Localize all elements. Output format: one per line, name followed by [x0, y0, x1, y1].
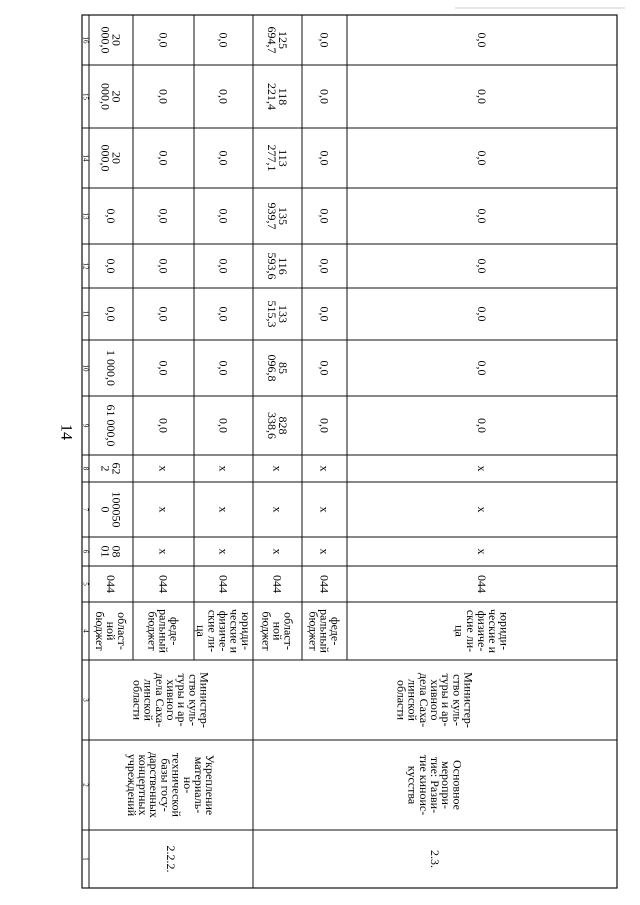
funding-source-line: ские ли- [463, 609, 478, 653]
code-csr [475, 507, 489, 513]
amount-cell-line: 85 [276, 362, 291, 374]
activity-name-line: тие: Разви- [428, 756, 442, 814]
column-number [82, 857, 90, 861]
amount-cell-line: 000,0 [98, 144, 113, 172]
code-vr [318, 466, 332, 472]
column-number [82, 93, 90, 101]
code-rz-pr [98, 546, 123, 558]
activity-name-line: материаль- [192, 756, 206, 814]
code-rz-pr [475, 549, 489, 555]
code-csr-line: x [475, 506, 489, 513]
amount-cell-line: 0,0 [216, 208, 231, 224]
amount-cell-line: 133 [276, 305, 291, 323]
funding-source [194, 609, 253, 654]
activity-name-line: меропри- [439, 761, 454, 809]
executor-line: области [394, 679, 409, 721]
code-vr [98, 463, 123, 475]
amount-cell [265, 253, 290, 280]
funding-source [93, 611, 129, 651]
funding-source-line: ной [270, 621, 285, 641]
column-number-line: 9 [81, 423, 90, 428]
code-rz-pr-line: 01 [98, 545, 113, 558]
code-rz-pr [318, 549, 332, 555]
amount-cell-line: 000,0 [98, 26, 113, 54]
funding-source [259, 611, 295, 651]
column-number-line: 11 [81, 310, 90, 318]
amount-cell [318, 307, 332, 322]
code-vr-line: x [270, 465, 285, 472]
code-vr-line: x [216, 465, 231, 472]
funding-source-line: ческие и [227, 609, 242, 653]
amount-cell [217, 209, 231, 224]
amount-cell-line: 0,0 [475, 258, 489, 274]
code-grbs-line: 044 [104, 575, 118, 593]
amount-cell-line: 0,0 [317, 150, 332, 166]
executor-line: хивного [164, 679, 178, 721]
amount-cell [104, 405, 118, 447]
column-number-line: 1 [81, 857, 90, 861]
amount-cell-line: 118 [276, 87, 291, 106]
funding-source [145, 609, 181, 653]
funding-source-line: физиче- [475, 610, 489, 652]
column-number-line: 5 [81, 582, 90, 586]
code-grbs [217, 575, 231, 593]
amount-cell [157, 33, 171, 48]
amount-cell-line: 0,0 [216, 89, 231, 104]
code-rz-pr-line: 08 [109, 545, 124, 558]
executor-line: туры и ар- [175, 673, 190, 727]
code-grbs [157, 575, 171, 593]
amount-cell [104, 350, 118, 386]
code-rz-pr [271, 549, 285, 555]
code-grbs-line: 044 [156, 575, 171, 593]
column-number-line: 16 [81, 36, 90, 44]
executor-line: дела Саха- [152, 672, 167, 728]
amount-cell-line: 0,0 [156, 150, 171, 166]
code-vr-line: x [156, 465, 171, 472]
executor-line: ство куль- [186, 674, 201, 726]
column-number [82, 365, 90, 373]
amount-cell-line: 0,0 [216, 360, 231, 376]
column-number-line: 2 [81, 783, 90, 787]
code-rz-pr [157, 549, 171, 555]
funding-source-line: ральный [156, 609, 171, 653]
column-number [82, 508, 90, 512]
amount-cell-line: 0,0 [216, 258, 231, 274]
amount-cell [318, 361, 332, 376]
amount-cell-line: 61 000,0 [104, 404, 118, 447]
executor [130, 672, 211, 728]
amount-cell-line: 0,0 [475, 208, 489, 224]
column-number [82, 698, 90, 702]
code-csr [271, 507, 285, 513]
amount-cell-line: 221,4 [264, 83, 279, 110]
amount-cell-line: 694,7 [264, 26, 279, 54]
amount-cell [157, 259, 171, 274]
code-csr-line: 0 [98, 506, 113, 513]
code-grbs [475, 575, 489, 593]
amount-cell [265, 301, 290, 328]
amount-cell [217, 307, 231, 322]
code-vr-line: 62 [109, 462, 124, 475]
code-csr-line: x [216, 506, 231, 513]
amount-cell [217, 33, 231, 48]
code-grbs [271, 575, 285, 593]
amount-cell-line: 0,0 [156, 306, 171, 322]
amount-cell-line: 0,0 [216, 306, 231, 322]
amount-cell-line: 338,6 [264, 412, 279, 439]
code-csr [217, 507, 231, 513]
code-grbs-line: 044 [216, 575, 231, 593]
column-number-line: 12 [81, 262, 90, 270]
amount-cell [318, 259, 332, 274]
amount-cell-line: 1 000,0 [104, 350, 118, 386]
activity-name [125, 752, 217, 818]
executor-line: линской [405, 679, 420, 721]
funding-source-line: ральный [317, 609, 332, 653]
amount-cell [475, 307, 489, 322]
funding-source-line: ца [452, 625, 467, 637]
amount-cell [475, 89, 489, 104]
amount-cell-line: 0,0 [216, 150, 231, 166]
column-number-line: 6 [81, 549, 90, 554]
code-csr-line: 100050 [109, 491, 124, 528]
code-csr-line: x [270, 506, 285, 513]
code-grbs [104, 575, 118, 593]
column-number [82, 155, 90, 163]
column-number-line: 4 [81, 629, 90, 633]
amount-cell [217, 89, 231, 104]
amount-cell-line: 0,0 [317, 208, 332, 224]
amount-cell [157, 361, 171, 376]
code-rz-pr-line: x [216, 548, 231, 555]
code-grbs-line: 044 [270, 575, 285, 593]
amount-cell-line: 0,0 [104, 258, 118, 274]
column-number [82, 629, 90, 633]
amount-cell-line: 0,0 [317, 89, 332, 104]
amount-cell-line: 0,0 [156, 32, 171, 48]
funding-source-line: бюджет [92, 611, 107, 651]
executor-line: Министер- [197, 672, 212, 728]
amount-cell [98, 145, 123, 172]
funding-source-line: бюджет [306, 611, 321, 651]
amount-cell-line: 0,0 [104, 208, 118, 224]
activity-name-line: кусства [405, 765, 420, 805]
column-number [82, 37, 90, 45]
funding-source-line: ские ли- [205, 609, 220, 653]
amount-cell-line: 828 [276, 416, 291, 435]
column-number [82, 467, 90, 471]
amount-cell [318, 418, 332, 433]
column-number-line: 13 [81, 212, 90, 220]
code-vr [217, 466, 231, 472]
amount-cell-line: 939,7 [264, 202, 279, 230]
amount-cell-line: 116 [276, 257, 291, 275]
amount-cell [157, 151, 171, 166]
amount-cell-line: 277,1 [264, 144, 279, 172]
executor-line: Министер- [461, 672, 476, 728]
amount-cell [265, 27, 290, 54]
amount-cell-line: 593,6 [264, 252, 279, 280]
funding-source-line: област- [115, 612, 130, 650]
funding-source-line: бюджет [145, 611, 160, 651]
funding-source-line: юриди- [497, 612, 512, 650]
amount-cell [104, 307, 118, 322]
activity-name-line: тие киноис- [416, 754, 431, 816]
funding-source [453, 609, 512, 654]
code-vr-line: x [317, 465, 332, 472]
executor-line: дела Саха- [416, 672, 431, 728]
activity-name-line: концертных [136, 754, 150, 816]
budget-table [82, 15, 618, 888]
amount-cell-line: 0,0 [216, 418, 231, 433]
activity-name-line: технической [169, 753, 184, 817]
code-csr [98, 492, 123, 528]
column-number-line: 10 [81, 364, 90, 372]
executor-line: линской [141, 679, 156, 721]
amount-cell [265, 145, 290, 172]
amount-cell-line: 0,0 [475, 418, 489, 433]
activity-number-line: 2.3. [428, 850, 442, 868]
amount-cell [217, 361, 231, 376]
activity-number [164, 846, 178, 873]
activity-number [428, 850, 442, 868]
column-number [82, 582, 90, 586]
amount-cell [265, 203, 290, 230]
code-vr-line: x [475, 465, 489, 472]
column-number [82, 550, 90, 554]
executor [394, 672, 475, 728]
funding-source-line: юриди- [238, 612, 253, 650]
amount-cell [104, 209, 118, 224]
amount-cell [157, 209, 171, 224]
code-grbs [318, 575, 332, 593]
amount-cell [98, 27, 123, 54]
column-number [82, 311, 90, 318]
amount-cell [318, 89, 332, 104]
activity-name-line: Основное [450, 760, 465, 810]
amount-cell-line: 515,3 [264, 300, 279, 328]
column-number [82, 424, 90, 428]
amount-cell [475, 361, 489, 376]
amount-cell-line: 0,0 [317, 32, 332, 48]
amount-cell-line: 113 [276, 149, 291, 167]
funding-source-line: феде- [328, 616, 343, 646]
amount-cell-line: 0,0 [216, 32, 231, 48]
amount-cell-line: 000,0 [98, 83, 113, 110]
amount-cell [217, 151, 231, 166]
amount-cell [217, 259, 231, 274]
funding-source-line: феде- [167, 616, 182, 646]
code-grbs-line: 044 [475, 575, 489, 593]
amount-cell-line: 0,0 [317, 418, 332, 433]
amount-cell-line: 0,0 [475, 360, 489, 376]
amount-cell-line: 20 [109, 152, 124, 164]
amount-cell-line: 0,0 [104, 306, 118, 322]
code-rz-pr-line: x [270, 548, 285, 555]
amount-cell-line: 0,0 [317, 360, 332, 376]
column-number-line: 7 [81, 507, 90, 512]
amount-cell-line: 20 [109, 90, 124, 103]
amount-cell-line: 0,0 [317, 306, 332, 322]
funding-source-line: бюджет [259, 611, 274, 651]
amount-cell [157, 307, 171, 322]
table-border [82, 15, 617, 888]
amount-cell [318, 33, 332, 48]
code-csr [318, 507, 332, 513]
amount-cell-line: 0,0 [156, 208, 171, 224]
amount-cell-line: 0,0 [317, 258, 332, 274]
page-number: 14 [57, 424, 75, 440]
code-vr [157, 466, 171, 472]
amount-cell [475, 259, 489, 274]
activity-name-line: но- [180, 776, 195, 794]
code-vr-line: 2 [98, 465, 113, 472]
amount-cell-line: 135 [276, 207, 291, 225]
code-vr [271, 466, 285, 472]
activity-name-line: базы госу- [158, 758, 173, 812]
amount-cell [318, 209, 332, 224]
funding-source-line: ческие и [486, 609, 501, 653]
code-rz-pr-line: x [475, 548, 489, 555]
code-csr-line: x [317, 506, 332, 513]
activity-name [406, 755, 465, 815]
amount-cell [265, 412, 290, 439]
amount-cell-line: 0,0 [156, 258, 171, 274]
amount-cell-line: 0,0 [156, 89, 171, 104]
amount-cell [104, 259, 118, 274]
funding-source-line: физиче- [216, 610, 231, 652]
funding-source-line: ца [194, 625, 209, 637]
amount-cell [475, 33, 489, 48]
amount-cell-line: 0,0 [475, 150, 489, 166]
code-rz-pr-line: x [156, 548, 171, 555]
executor-line: ство куль- [450, 674, 465, 726]
activity-name-line: Укрепление [203, 754, 218, 816]
activity-name-line: дарственных [147, 752, 162, 818]
amount-cell-line: 096,8 [264, 354, 279, 382]
code-grbs-line: 044 [317, 575, 332, 593]
column-number-line: 15 [81, 93, 90, 100]
code-rz-pr-line: x [317, 548, 332, 555]
amount-cell-line: 125 [276, 31, 291, 49]
funding-source [306, 609, 342, 653]
code-rz-pr [217, 549, 231, 555]
executor-line: хивного [428, 679, 442, 721]
amount-cell [157, 418, 171, 433]
code-csr-line: x [156, 506, 171, 513]
amount-cell [318, 151, 332, 166]
amount-cell [475, 209, 489, 224]
amount-cell [475, 151, 489, 166]
amount-cell [217, 418, 231, 433]
amount-cell [98, 83, 123, 110]
amount-cell-line: 0,0 [475, 89, 489, 104]
activity-number-line: 2.2.2. [164, 845, 178, 873]
column-number-line: 3 [81, 698, 90, 702]
amount-cell [265, 83, 290, 110]
amount-cell-line: 0,0 [475, 32, 489, 48]
column-number [82, 263, 90, 271]
funding-source-line: ной [104, 621, 118, 641]
amount-cell-line: 0,0 [475, 306, 489, 322]
amount-cell [475, 418, 489, 433]
amount-cell-line: 0,0 [156, 360, 171, 376]
amount-cell-line: 20 [109, 34, 124, 46]
code-vr [475, 466, 489, 472]
amount-cell [265, 355, 290, 382]
executor-line: туры и ар- [439, 673, 454, 727]
executor-line: области [130, 679, 145, 721]
amount-cell [157, 89, 171, 104]
column-number-line: 8 [81, 466, 90, 471]
activity-name-line: учреждений [124, 753, 139, 817]
amount-cell-line: 0,0 [156, 418, 171, 433]
column-number [82, 213, 90, 221]
funding-source-line: област- [281, 612, 296, 650]
column-number [82, 783, 90, 787]
code-csr [157, 507, 171, 513]
column-number-line: 14 [81, 154, 90, 162]
